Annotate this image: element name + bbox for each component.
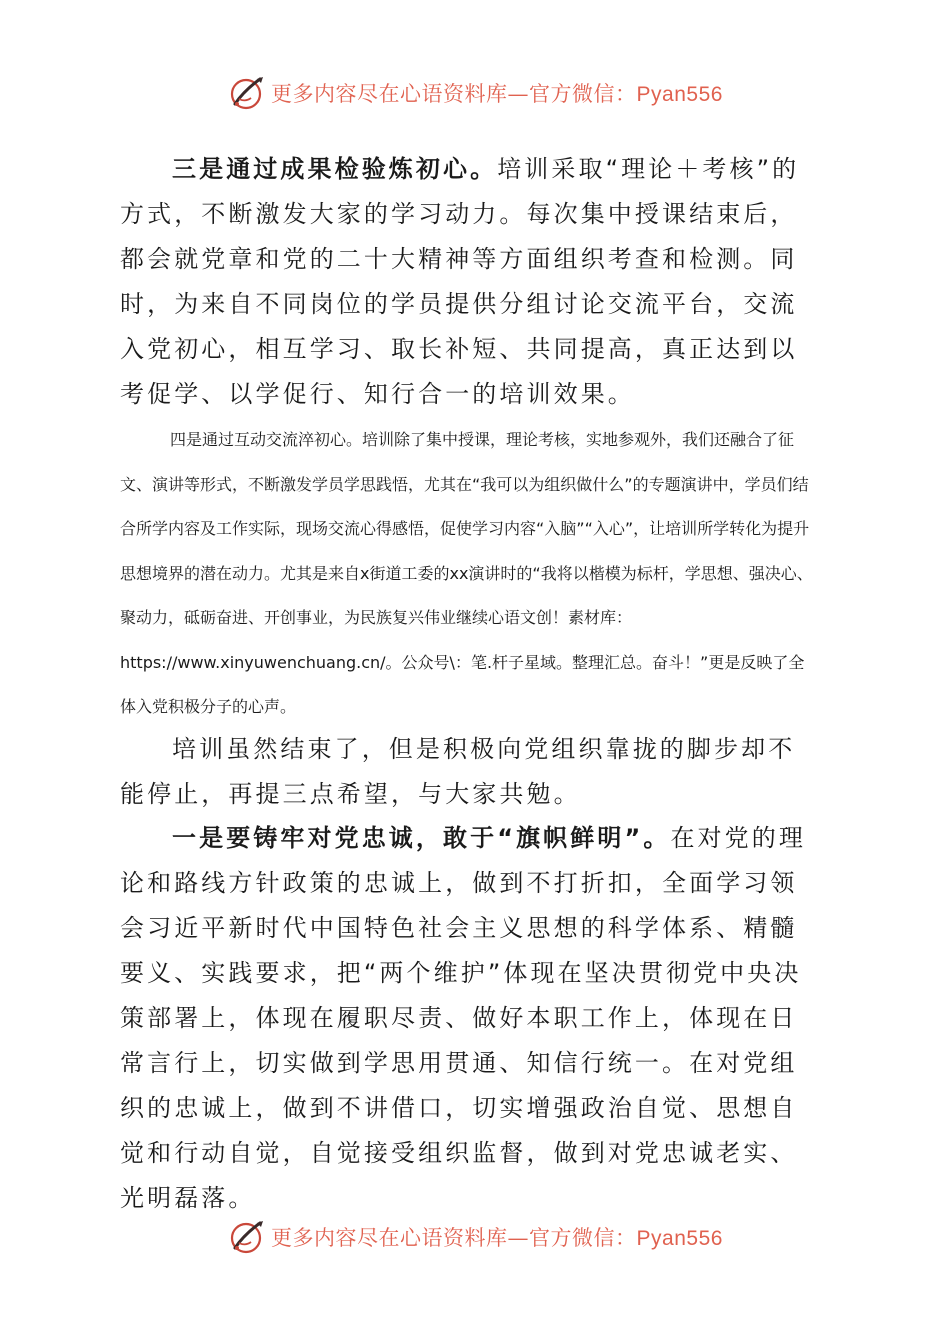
paragraph-lead: 一是要铸牢对党忠诚，敢于“旗帜鲜明”。 [172,824,671,852]
paragraph-interactive-exchange [120,418,820,730]
paragraph-body: 四是通过互动交流淬初心。培训除了集中授课，理论考核，实地参观外，我们还融合了征文、演讲等形式，不断激发学员学思践悟，尤其在“我可以为组织做什么”的专题演讲中，学员们结合所学内容及工作实际，现场交流心得感悟，促使学习内容“入脑”“入心”，让培训所学转化为提升思想境界的潜在动力。尤其是来自x街道工委的xx演讲时的“我将以楷模为标杆，学思想、强决心、聚动力，砥砺奋进、开创事业，为民族复兴伟业继续心语文创！素材库：https://www.xinyuwenchuang.cn/。公众号\：笔.杆子星域。整理汇总。奋斗！”更是反映了全体入党积极分子的心声。 [120,430,813,716]
footer-watermark-banner [0,1212,950,1262]
paragraph-hopes-intro [120,727,820,817]
header-watermark-text: 更多内容尽在心语资料库—官方微信：Pyan556 [271,82,723,106]
pen-logo-icon [227,73,267,113]
paragraph-loyalty [120,816,820,1221]
paragraph-body: 培训采取“理论＋考核”的方式，不断激发大家的学习动力。每次集中授课结束后，都会就党章和党的二十大精神等方面组织考查和检测。同时，为来自不同岗位的学员提供分组讨论交流平台，交流入党初心，相互学习、取长补短、共同提高，真正达到以考促学、以学促行、知行合一的培训效果。 [120,155,800,408]
paragraph-lead: 三是通过成果检验炼初心。 [172,155,498,183]
paragraph-body: 在对党的理论和路线方针政策的忠诚上，做到不打折扣，全面学习领会习近平新时代中国特色社会主义思想的科学体系、精髓要义、实践要求，把“两个维护”体现在坚决贯彻党中央决策部署上，体现在履职尽责、做好本职工作上，体现在日常言行上，切实做到学思用贯通、知信行统一。在对党组织的忠诚上，做到不讲借口，切实增强政治自觉、思想自觉和行动自觉，自觉接受组织监督，做到对党忠诚老实、光明磊落。 [120,824,806,1212]
pen-logo-icon [227,1217,267,1257]
header-watermark-banner [0,68,950,118]
footer-watermark-text: 更多内容尽在心语资料库—官方微信：Pyan556 [271,1226,723,1250]
paragraph-body: 培训虽然结束了，但是积极向党组织靠拢的脚步却不能停止，再提三点希望，与大家共勉。 [120,735,796,808]
paragraph-results-test [120,147,820,417]
